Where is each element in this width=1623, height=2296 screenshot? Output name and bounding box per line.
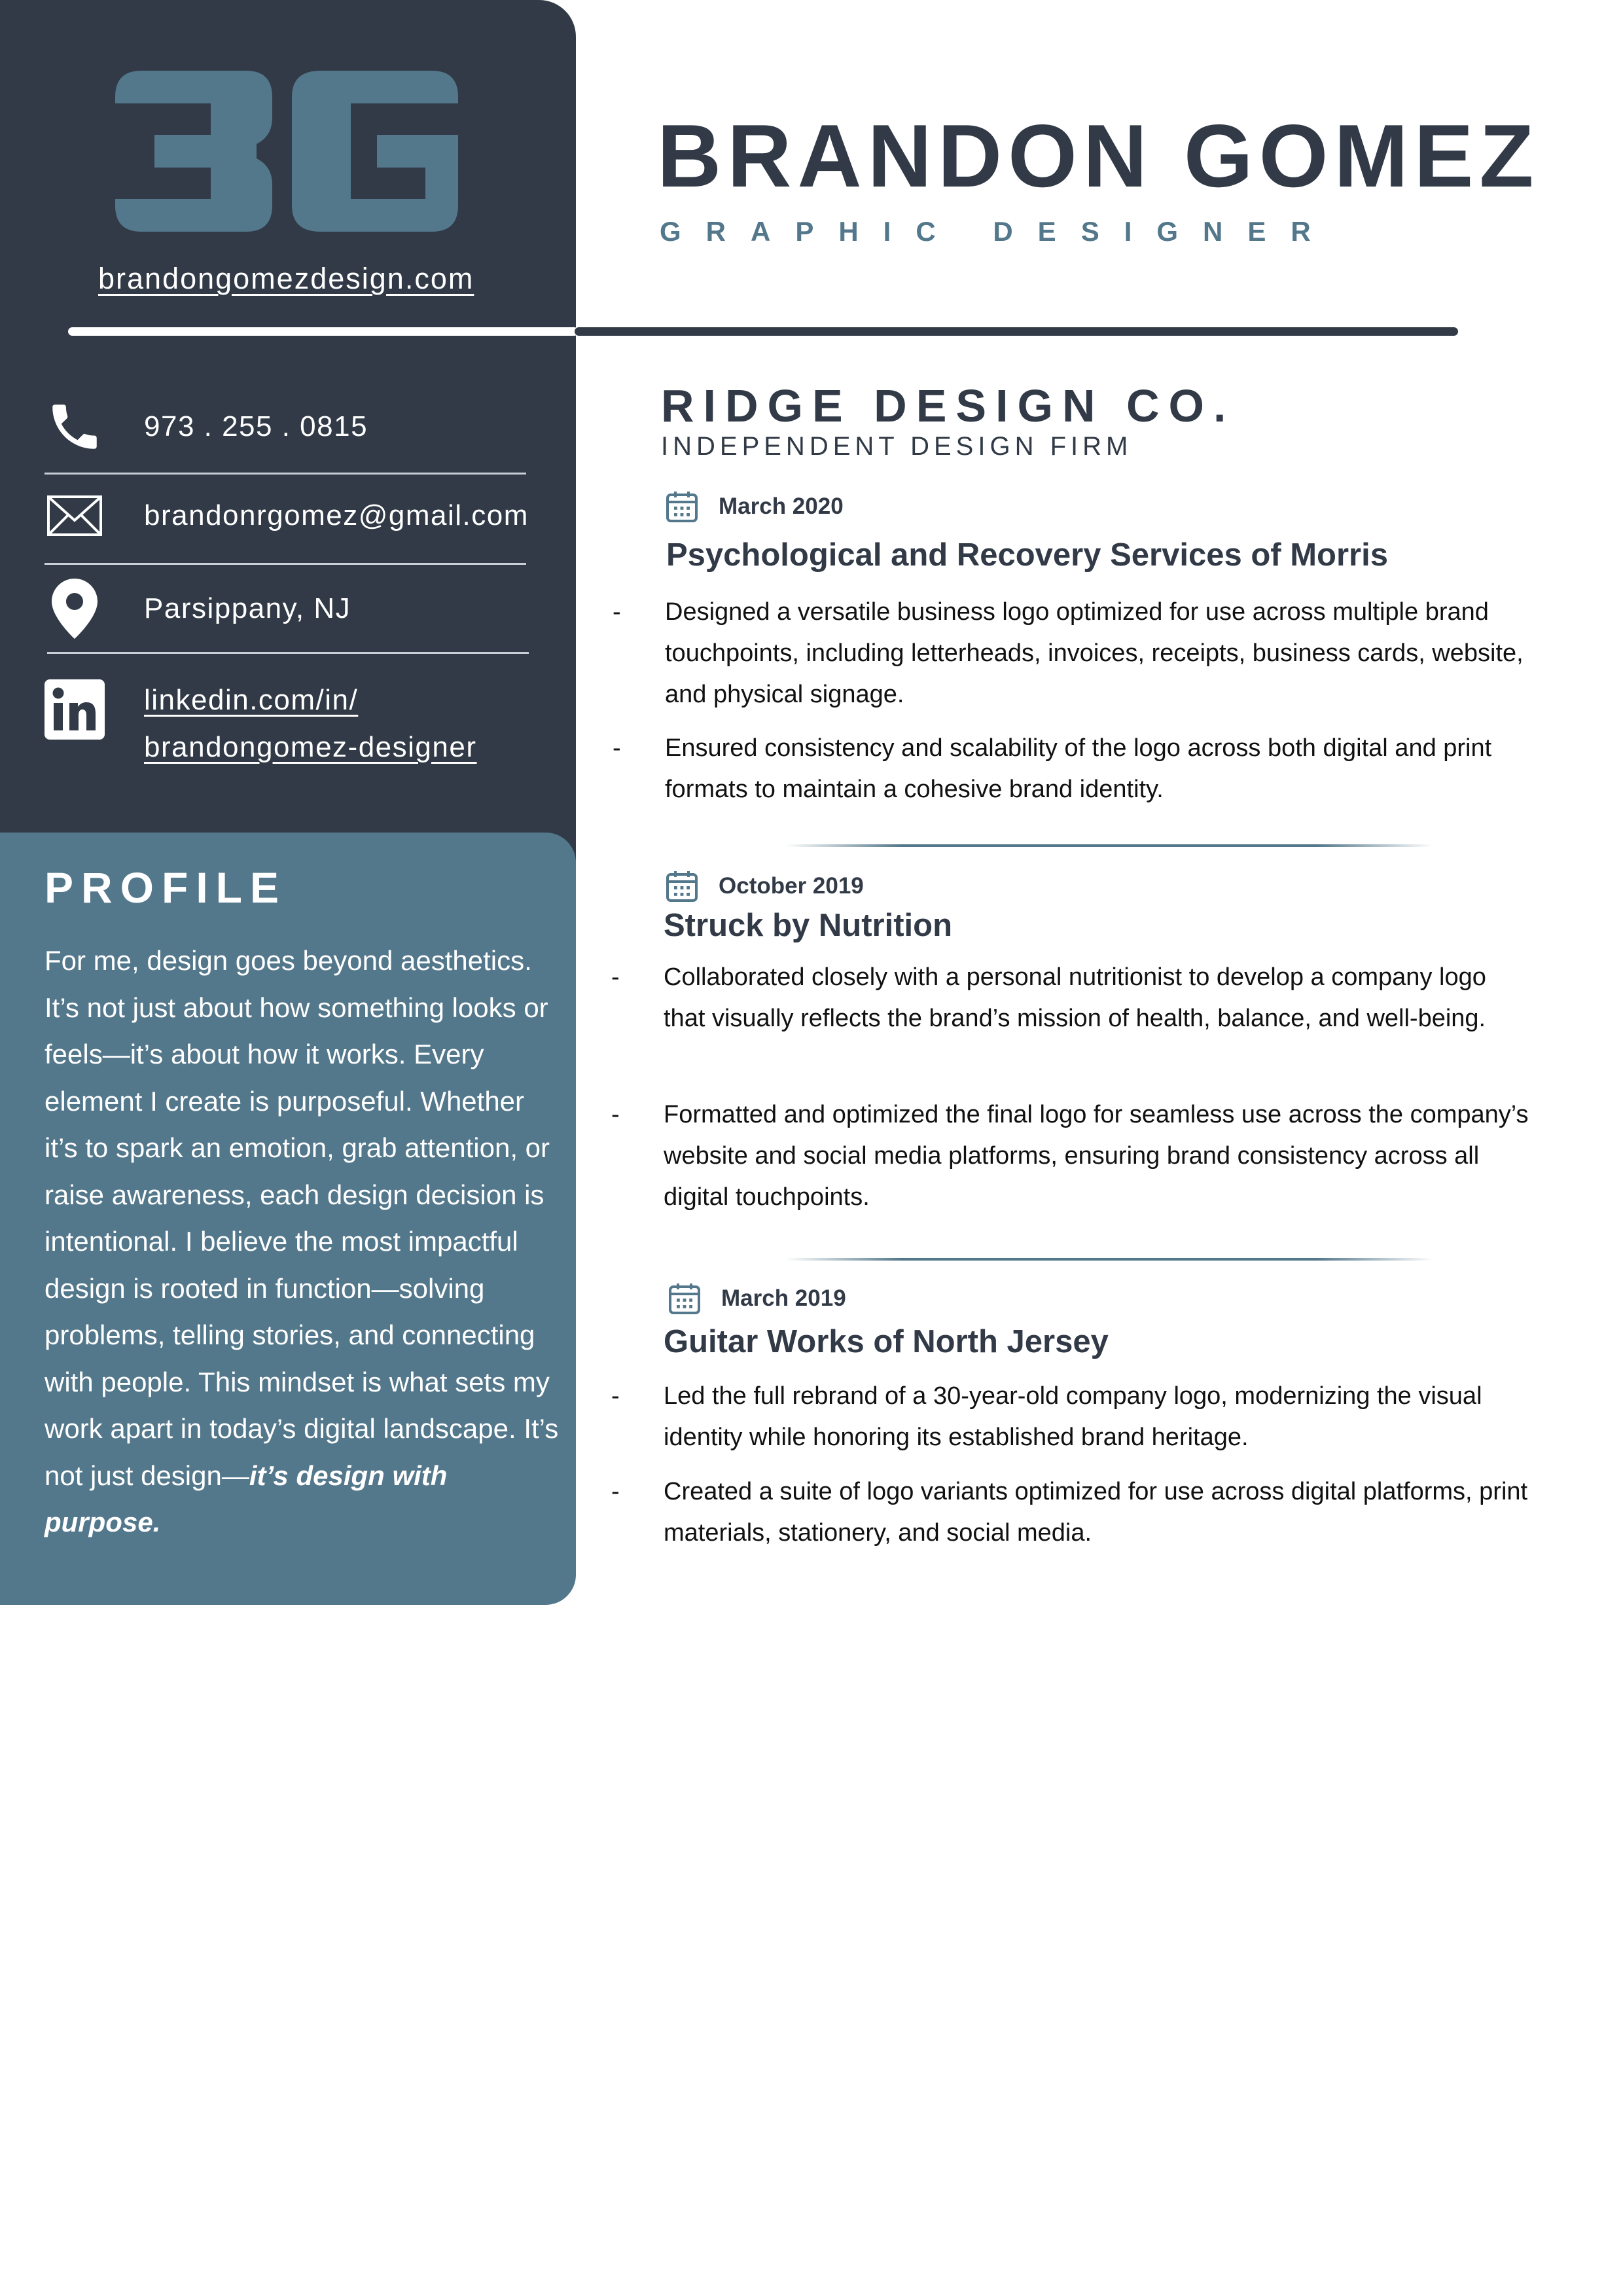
contact-location xyxy=(43,577,527,640)
job-title: Psychological and Recovery Services of Morris xyxy=(666,537,1388,573)
location-pin-icon xyxy=(43,577,106,640)
bullet-marker: - xyxy=(611,1101,620,1128)
job-date-text: October 2019 xyxy=(719,873,864,899)
bullet-marker: - xyxy=(611,963,620,991)
linkedin-icon xyxy=(43,678,106,741)
job-bullet-text: Formatted and optimized the final logo for seamless use across the company’s website and social media platforms, ensuring brand consistency across all digital touchpoints. xyxy=(664,1101,1529,1211)
website-link[interactable]: brandongomezdesign.com xyxy=(98,262,474,295)
job-bullet xyxy=(613,728,1535,810)
company-name: RIDGE DESIGN CO. xyxy=(661,380,1236,431)
job-bullet xyxy=(613,592,1535,715)
calendar-icon xyxy=(668,1282,702,1316)
location-text: Parsippany, NJ xyxy=(144,592,351,624)
contact-email xyxy=(43,484,527,547)
job-date-text: March 2020 xyxy=(719,493,844,519)
job-bullet xyxy=(611,1376,1534,1458)
linkedin-url-line1[interactable]: linkedin.com/in/ xyxy=(144,684,359,716)
job-bullet-text: Collaborated closely with a personal nutritionist to develop a company logo that visually reflects the brand’s mission of health, balance, and well-being. xyxy=(664,963,1486,1032)
email-address[interactable]: brandonrgomez@gmail.com xyxy=(144,499,529,531)
header-divider-dark xyxy=(575,327,1458,336)
bullet-marker: - xyxy=(611,1382,620,1410)
job-bullet-text: Ensured consistency and scalability of the logo across both digital and print formats to maintain a cohesive brand identity. xyxy=(665,734,1492,803)
job-title: Struck by Nutrition xyxy=(664,908,953,943)
contact-linkedin xyxy=(43,677,527,771)
job-date xyxy=(668,1282,846,1316)
profile-heading: PROFILE xyxy=(45,863,287,912)
job-date xyxy=(665,490,844,524)
profile-body: For me, design goes beyond aesthetics. It’s not just about how something looks or feels—it’s about how it works. Every element I create is purposeful. Whether it’s to spark an emotion, grab attention, or raise awareness, each design decision is intentional. I believe the most impactful design is rooted in function—solving problems, telling stories, and connecting with people. This mindset is what sets my work apart in today’s digital landscape. It’s not just design— xyxy=(45,945,559,1491)
linkedin-url-line2[interactable]: brandongomez-designer xyxy=(144,731,477,763)
bg-monogram-logo xyxy=(115,71,458,232)
profile-emphasis: it’s design with purpose. xyxy=(45,1460,448,1537)
candidate-name: BRANDON GOMEZ xyxy=(657,106,1540,206)
job-bullet xyxy=(611,1094,1534,1218)
phone-number[interactable]: 973 . 255 . 0815 xyxy=(144,410,368,442)
job-date-text: March 2019 xyxy=(721,1285,846,1311)
contact-divider xyxy=(47,652,529,654)
job-bullet-text: Created a suite of logo variants optimized for use across digital platforms, print materials, stationery, and social media. xyxy=(664,1478,1528,1547)
job-bullet-text: Designed a versatile business logo optimized for use across multiple brand touchpoints, including letterheads, invoices, receipts, business cards, website, and physical signage. xyxy=(665,598,1524,708)
job-bullet xyxy=(611,957,1534,1039)
bullet-marker: - xyxy=(613,734,621,762)
contact-divider xyxy=(45,473,526,475)
bullet-marker: - xyxy=(611,1478,620,1505)
calendar-icon xyxy=(665,869,699,903)
linkedin-link[interactable] xyxy=(144,677,476,771)
section-separator xyxy=(785,844,1433,847)
contact-phone xyxy=(43,395,527,458)
phone-icon xyxy=(43,395,106,458)
company-subtitle: INDEPENDENT DESIGN FIRM xyxy=(661,432,1133,461)
contact-divider xyxy=(45,563,526,565)
profile-paragraph xyxy=(45,937,562,1546)
section-separator xyxy=(785,1258,1433,1261)
calendar-icon xyxy=(665,490,699,524)
job-bullet xyxy=(611,1471,1534,1554)
header-divider-white xyxy=(68,327,579,336)
bullet-marker: - xyxy=(613,598,621,626)
job-bullet-text: Led the full rebrand of a 30-year-old company logo, modernizing the visual identity while honoring its established brand heritage. xyxy=(664,1382,1482,1451)
job-title: Guitar Works of North Jersey xyxy=(664,1324,1109,1359)
candidate-role: GRAPHIC DESIGNER xyxy=(660,216,1336,247)
job-date xyxy=(665,869,864,903)
envelope-icon xyxy=(43,484,106,547)
